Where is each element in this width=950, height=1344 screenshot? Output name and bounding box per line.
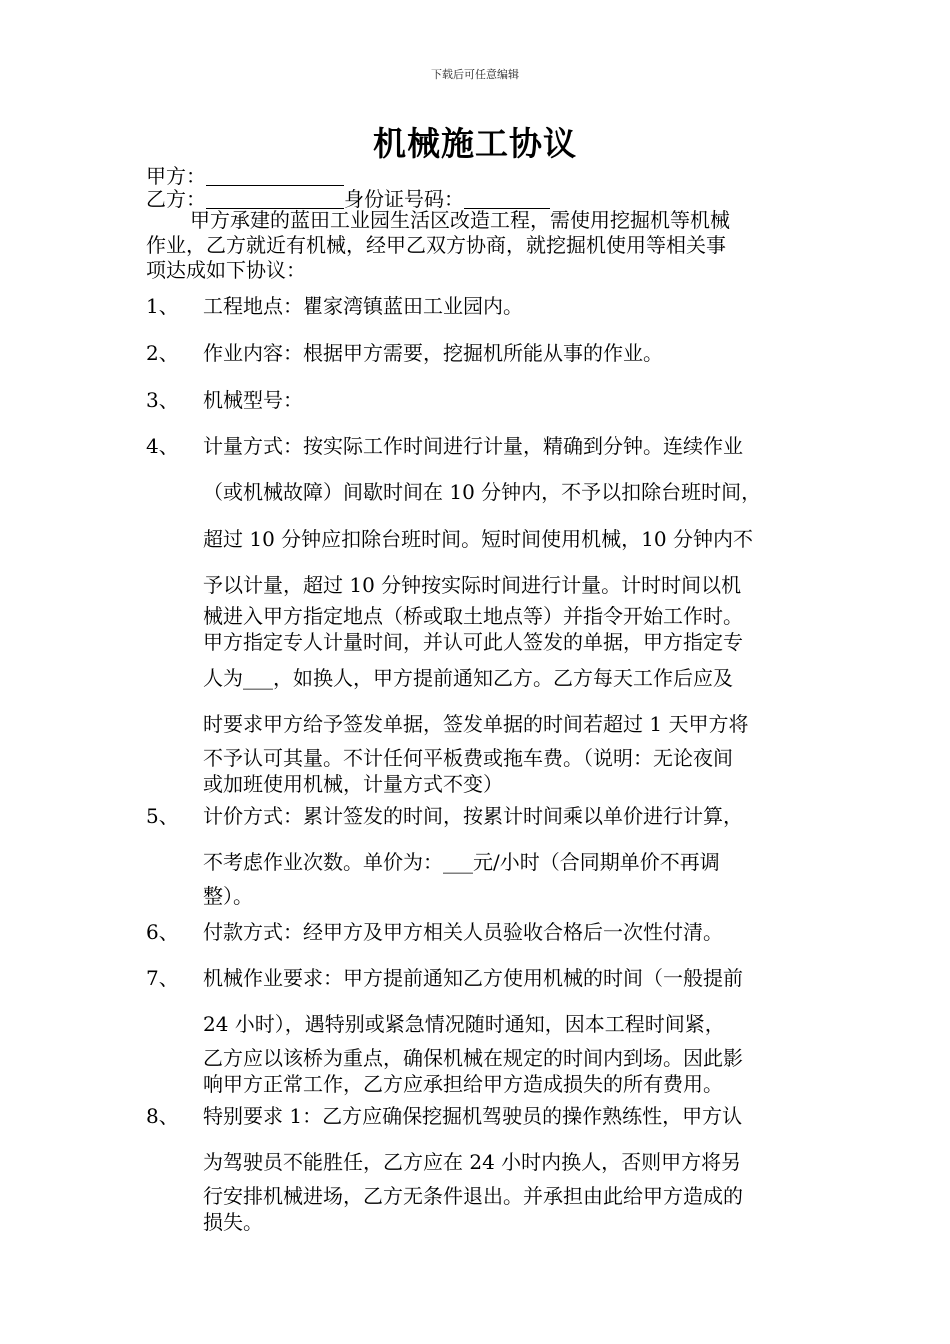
clause-number: 5、 bbox=[146, 804, 179, 828]
clause-line: 工程地点：瞿家湾镇蓝田工业园内。 bbox=[203, 294, 523, 318]
clause-line: 机械作业要求：甲方提前通知乙方使用机械的时间（一般提前 bbox=[203, 966, 743, 990]
intro-line: 项达成如下协议： bbox=[146, 258, 306, 282]
clause-number: 1、 bbox=[146, 294, 179, 318]
clause-number: 6、 bbox=[146, 920, 179, 944]
clause-number: 7、 bbox=[146, 966, 179, 990]
clause-line: 不考虑作业次数。单价为：___元/小时（合同期单价不再调 bbox=[203, 850, 720, 874]
party-a-label: 甲方： bbox=[146, 164, 206, 188]
clause-number: 8、 bbox=[146, 1104, 179, 1128]
clause-line: 行安排机械进场，乙方无条件退出。并承担由此给甲方造成的 bbox=[203, 1184, 743, 1208]
party-a-blank bbox=[206, 167, 344, 186]
clause-number: 4、 bbox=[146, 434, 179, 458]
clause-line: 机械型号： bbox=[203, 388, 303, 412]
clause-line: 甲方指定专人计量时间，并认可此人签发的单据，甲方指定专 bbox=[203, 630, 743, 654]
clause-line: 响甲方正常工作，乙方应承担给甲方造成损失的所有费用。 bbox=[203, 1072, 723, 1096]
clause-line: 械进入甲方指定地点（桥或取土地点等）并指令开始工作时。 bbox=[203, 604, 743, 628]
header-note: 下载后可任意编辑 bbox=[431, 68, 519, 81]
intro-line: 作业，乙方就近有机械，经甲乙双方协商，就挖掘机使用等相关事 bbox=[146, 233, 726, 257]
clause-line: 整）。 bbox=[203, 884, 253, 908]
clause-line: 24 小时），遇特别或紧急情况随时通知，因本工程时间紧， bbox=[203, 1012, 725, 1036]
clause-number: 3、 bbox=[146, 388, 179, 412]
id-number-blank bbox=[464, 190, 550, 209]
party-a-line bbox=[146, 164, 344, 188]
clause-line: （或机械故障）间歇时间在 10 分钟内，不予以扣除台班时间， bbox=[203, 480, 762, 504]
id-number-label: 身份证号码： bbox=[344, 187, 464, 211]
clause-line: 不予认可其量。不计任何平板费或拖车费。（说明：无论夜间 bbox=[203, 746, 733, 770]
clause-line: 人为___，如换人，甲方提前通知乙方。乙方每天工作后应及 bbox=[203, 666, 733, 690]
clause-line: 或加班使用机械，计量方式不变） bbox=[203, 772, 503, 796]
clause-line: 超过 10 分钟应扣除台班时间。短时间使用机械，10 分钟内不 bbox=[203, 527, 753, 551]
clause-line: 计量方式：按实际工作时间进行计量，精确到分钟。连续作业 bbox=[203, 434, 743, 458]
clause-line: 时要求甲方给予签发单据，签发单据的时间若超过 1 天甲方将 bbox=[203, 712, 749, 736]
clause-number: 2、 bbox=[146, 341, 179, 365]
clause-line: 作业内容：根据甲方需要，挖掘机所能从事的作业。 bbox=[203, 341, 663, 365]
intro-paragraph bbox=[146, 208, 811, 283]
clause-line: 计价方式：累计签发的时间，按累计时间乘以单价进行计算， bbox=[203, 804, 743, 828]
clause-line: 付款方式：经甲方及甲方相关人员验收合格后一次性付清。 bbox=[203, 920, 723, 944]
party-b-blank bbox=[206, 190, 344, 209]
clause-line: 予以计量，超过 10 分钟按实际时间进行计量。计时时间以机 bbox=[203, 573, 742, 597]
clause-line: 损失。 bbox=[203, 1210, 263, 1234]
document-title: 机械施工协议 bbox=[373, 124, 577, 163]
clause-line: 为驾驶员不能胜任，乙方应在 24 小时内换人，否则甲方将另 bbox=[203, 1150, 742, 1174]
clause-line: 乙方应以该桥为重点，确保机械在规定的时间内到场。因此影 bbox=[203, 1046, 743, 1070]
intro-line: 甲方承建的蓝田工业园生活区改造工程，需使用挖掘机等机械 bbox=[190, 208, 730, 232]
party-b-label: 乙方： bbox=[146, 187, 206, 211]
clause-line: 特别要求 1：乙方应确保挖掘机驾驶员的操作熟练性，甲方认 bbox=[203, 1104, 743, 1128]
